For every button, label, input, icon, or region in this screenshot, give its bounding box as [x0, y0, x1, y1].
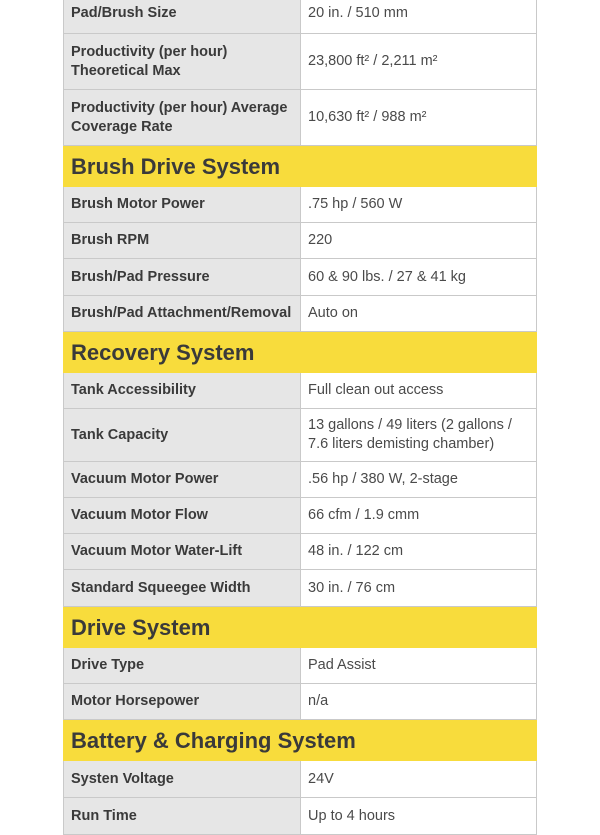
spec-value: n/a — [301, 684, 537, 720]
spec-row — [64, 534, 537, 570]
spec-label: Vacuum Motor Flow — [64, 498, 301, 534]
section-heading: Drive System — [64, 607, 537, 648]
spec-row — [64, 259, 537, 296]
spec-label: Tank Accessibility — [64, 373, 301, 409]
spec-row — [64, 462, 537, 498]
spec-label: Vacuum Motor Water-Lift — [64, 534, 301, 570]
spec-row — [64, 296, 537, 332]
spec-label: Drive Type — [64, 648, 301, 684]
spec-value: 60 & 90 lbs. / 27 & 41 kg — [301, 259, 537, 296]
section-heading-row — [64, 146, 537, 187]
spec-label: Brush Motor Power — [64, 187, 301, 223]
spec-value: 48 in. / 122 cm — [301, 534, 537, 570]
spec-label: Standard Squeegee Width — [64, 570, 301, 607]
spec-row — [64, 761, 537, 798]
spec-value: 10,630 ft² / 988 m² — [301, 90, 537, 146]
spec-label: Brush RPM — [64, 223, 301, 259]
spec-label: Productivity (per hour) Average Coverage Rate — [64, 90, 301, 146]
spec-value: .56 hp / 380 W, 2-stage — [301, 462, 537, 498]
spec-label: Brush/Pad Attachment/Removal — [64, 296, 301, 332]
spec-row — [64, 90, 537, 146]
spec-label: Tank Capacity — [64, 409, 301, 462]
spec-row — [64, 570, 537, 607]
spec-row — [64, 223, 537, 259]
spec-row — [64, 0, 537, 34]
section-heading-row — [64, 332, 537, 373]
spec-value: 20 in. / 510 mm — [301, 0, 537, 34]
spec-row — [64, 187, 537, 223]
section-heading: Recovery System — [64, 332, 537, 373]
spec-value: Full clean out access — [301, 373, 537, 409]
spec-label: Run Time — [64, 798, 301, 835]
spec-table-body — [64, 0, 537, 835]
spec-value: 66 cfm / 1.9 cmm — [301, 498, 537, 534]
spec-label: Productivity (per hour) Theoretical Max — [64, 34, 301, 90]
spec-value: Auto on — [301, 296, 537, 332]
spec-value: 30 in. / 76 cm — [301, 570, 537, 607]
spec-row — [64, 34, 537, 90]
spec-label: Pad/Brush Size — [64, 0, 301, 34]
spec-value: 23,800 ft² / 2,211 m² — [301, 34, 537, 90]
spec-label: Brush/Pad Pressure — [64, 259, 301, 296]
section-heading: Battery & Charging System — [64, 720, 537, 761]
spec-table — [63, 0, 537, 835]
section-heading-row — [64, 720, 537, 761]
section-heading-row — [64, 607, 537, 648]
spec-table-container — [63, 0, 537, 835]
spec-value: Pad Assist — [301, 648, 537, 684]
spec-value: .75 hp / 560 W — [301, 187, 537, 223]
spec-row — [64, 373, 537, 409]
spec-row — [64, 798, 537, 835]
spec-value: Up to 4 hours — [301, 798, 537, 835]
spec-row — [64, 409, 537, 462]
spec-label: Motor Horsepower — [64, 684, 301, 720]
spec-value: 220 — [301, 223, 537, 259]
spec-value: 24V — [301, 761, 537, 798]
spec-value: 13 gallons / 49 liters (2 gallons / 7.6 liters demisting chamber) — [301, 409, 537, 462]
spec-row — [64, 684, 537, 720]
spec-label: Systen Voltage — [64, 761, 301, 798]
spec-label: Vacuum Motor Power — [64, 462, 301, 498]
spec-row — [64, 648, 537, 684]
spec-row — [64, 498, 537, 534]
section-heading: Brush Drive System — [64, 146, 537, 187]
